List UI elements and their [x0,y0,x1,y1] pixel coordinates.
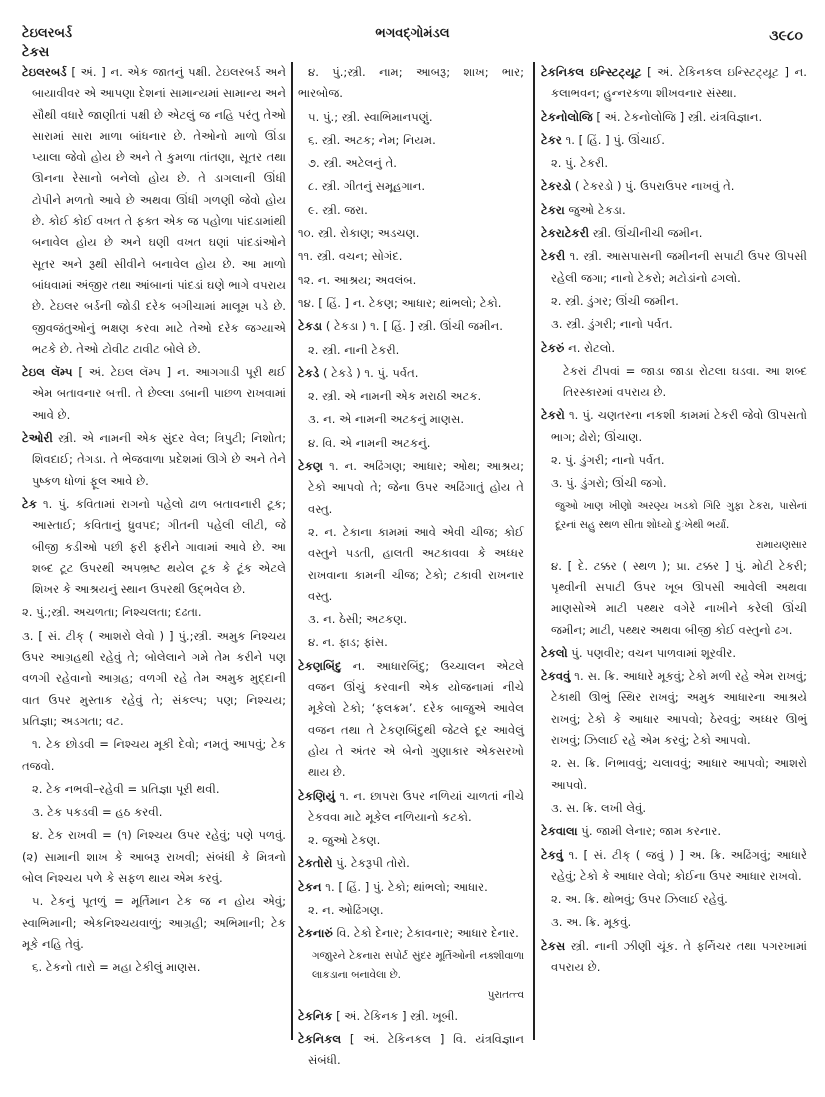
definition-text: ( ટેકડે ) ૧. પું. પર્વત. [319,365,419,380]
entry-sense [298,153,524,174]
definition-text: ૨. પું.;સ્ત્રી. અચળતા; નિશ્ચલતા; દઢતા. [22,605,202,620]
entry-sense [298,130,524,151]
page-number: ૩૯૮૦ [769,28,803,44]
definition-text: પું. ટેકરૂપી તોરો. [332,856,410,871]
definition-text: વિ. ટેકો દેનાર; ટેકાવનાર; આધાર દેનાર. [332,926,519,941]
entry-sense [22,734,286,777]
definition-text: જુઓ ખાણ ખીણો અરણ્ય ખડકો ગિરિ ગુફા ટેકરા, પાસેનાં દૂરનાં સહુ સ્થળ સીતા શોધ્યો દુઃખેથી ભર્યાં. [555,499,807,531]
dictionary-entry [541,845,807,888]
headword: ટેકવવું [541,669,571,684]
definition-text: ( ટેકડા ) ૧. [ હિં. ] સ્ત્રી. ઊંચી જમીન. [322,319,503,334]
column-divider [533,62,535,1040]
entry-sense [298,293,524,314]
definition-text: ૩. સ્ત્રી. ડુંગરી; નાનો પર્વત. [551,317,673,332]
headword: ટેકનિક [298,1008,333,1023]
headword: ટેકવાલા [541,824,578,839]
quote-source [298,987,524,1004]
entry-sense [298,900,524,921]
definition-text: ૧. સ. ક્રિ. આધારે મૂકવું; ટેકો મળી રહે એમ રાખવું; ટેકાથી ઊભું સ્થિર રાખવું; અમુક આધારના આશ્રયે રાખવું; ટેકો કે આધાર આપવો; ઠેરવવું; અધ્ધર ઊભું રાખવું; ઝિલાઈ રહે એમ કરવું; ટેકો આપવો. [551,669,807,748]
headword: ટેકરા [541,202,565,217]
definition-text: ૪. ટેક રાખવી = (૧) નિશ્ચય ઉપર રહેવું; પણે પળવું. (૨) સામાની શાખ કે આબરૂ રાખવી; સંબંધી કે મિત્રનો બોલ નિશ્ચય પળે કે સફળ થાય એમ કરવું. [22,828,286,885]
entry-sense [298,609,524,630]
definition-text: ૧. ન. અઢિંગણ; આધાર; ઓથ; આશ્રય; ટેકો આપવો તે; જેના ઉપર અઢિંગાતું હોય તે વસ્તુ. [308,459,524,516]
definition-text: પું. જામી લેનાર; જામ કરનાર. [577,824,722,839]
guide-word-first: ટેઇલરબર્ડ [22,26,73,41]
headword: ટેક [22,496,37,511]
entry-sense [298,246,524,267]
headword: ટેકરો [541,408,565,423]
headword: ટેકનિકલ ઇન્સ્ટિટ્યૂટ [541,65,642,79]
book-title: ભગવદ્ગોમંડલ [375,26,450,41]
definition-text: સ્ત્રી. નાની ઝીણી ચૂંક. તે ફર્નિચર તથા પગરખામાં વપરાય છે. [551,938,807,974]
definition-text: ૮. સ્ત્રી. ગીતનું સમૂહગાન. [308,179,426,194]
definition-text: ટેકરાં ટીપવાં = જાડા જાડા રોટલા ઘડવા. આ શબ્દ તિરસ્કારમાં વપરાય છે. [563,363,807,400]
entry-sense [22,602,286,623]
dictionary-entry [298,923,524,944]
definition-text: ૩. [ સં. ટીક્ ( આશરો લેવો ) ] પું.;સ્ત્રી. અમુક નિશ્ચય ઉપર આગ્રહથી રહેવું તે; બોલેલાને ગમે તેમ કરીને પણ વળગી રહેવાનો આગ્રહ; વળગી રહે તેમ અમુક મુદ્દાની વાત ઉપર મુસ્તાક રહેવું તે; સંકલ્પ; પણ; નિશ્ચય; પ્રતિજ્ઞા; અડગતા; વટ. [22,628,286,728]
definition-text: પુરાતત્ત્વ [487,988,524,1001]
definition-text: ૧. [ સં. ટીક્ ( જવું ) ] અ. ક્રિ. અઢિંગવું; આધારે રહેવું; ટેકો કે આધાર લેવો; કોઈના ઉપર આધાર રાખવો. [551,847,807,883]
definition-text: ૪. [ દે. ટક્કર ( સ્થળ ); પ્રા. ટક્કર ] પું. મોટી ટેકરી; પૃથ્વીની સપાટી ઉપર ખૂબ ઊપસી આવેલી અથવા માણસોએ માટી પથ્થર વગેરે નાખીને કરેલી ઊંચી જમીન; માટી, પથ્થર અથવા બીજી કોઈ વસ્તુનો ઢગ. [551,558,807,637]
definition-text: [ અં. ટેકિનકલ ઇન્સ્ટિટ્યૂટ ] ન. કલાભવન; હુન્નરકળા શીખવનાર સંસ્થા. [551,65,807,101]
definition-text: ( ટેકરડો ) પું. ઉપરાઉપર નાખવું તે. [571,179,735,194]
entry-sense [541,450,807,471]
dictionary-entry [541,200,807,221]
definition-text: ૫. પું.; સ્ત્રી. સ્વાભિમાનપણું. [308,109,433,124]
column-left [22,62,286,980]
dictionary-entry [22,62,286,360]
definition-text: ૨. સ. ક્રિ. નિભાવવું; ચલાવવું; આધાર આપવો; આશરો આપવો. [551,756,807,792]
definition-text: ૧. પું. કવિતામાં રાગનો પહેલો ઢાળ બતાવનારી ટૂક; આસ્તાઈ; કવિતાનું ધ્રુવપદ; ગીતની પહેલી લીટી, જે બીજી કડીઓ પછી ફરી ફરીને ગાવામાં આવે છે. આ શબ્દ ટૂટ ઉપરથી અપભ્રષ્ટ થયેલ ટૂક કે ટૂંક એટલે શિખર કે આશ્રયનું સ્થાન ઉપરથી ઉદ્‌ભવેલ છે. [32,496,286,597]
dictionary-entry [298,316,524,337]
column-right [541,62,807,980]
entry-sense [541,153,807,174]
dictionary-entry [541,821,807,842]
definition-text: ૩. ન. ઠેસી; અટકણ. [308,612,408,627]
entry-sense [22,802,286,823]
dictionary-entry [298,1006,524,1027]
headword: ટેકરડો [541,179,572,194]
dictionary-entry [541,176,807,197]
dictionary-entry [541,223,807,244]
definition-text: ૧૪. [ હિં. ] ન. ટેકણ; આધાર; થાંભલો; ટેકો. [298,295,502,310]
headword: ટેઓરી [22,431,53,446]
headword: ટેઇલ લૅમ્પ [22,365,73,380]
definition-text: [ અં. ટેકિનક ] સ્ત્રી. ખૂબી. [332,1008,459,1023]
dictionary-entry [541,643,807,664]
definition-text: ૧. ટેક છોડવી = નિશ્ચય મૂકી દેવો; નમતું આપવું; ટેક તજવો. [22,737,286,773]
definition-text: [ અં. ટેકનોલોજિ ] સ્ત્રી. યંત્રવિજ્ઞાન. [592,109,763,124]
definition-text: [ અં. ટેઇલ લૅમ્પ ] ન. આગગાડી પૂરી થઈ એમ બતાવનાર બત્તી. તે છેલ્લા ડબાની પાછળ રાખવામાં આવે છે. [32,365,286,422]
entry-sense [298,632,524,653]
definition-text: [ અં. ટેકિનકલ ] વિ. યંત્રવિજ્ઞાન સંબંધી. [308,1031,524,1068]
definition-text: જુઓ ટેકડા. [564,202,626,217]
entry-sense [22,626,286,732]
entry-sense [298,409,524,430]
definition-text: ગજાુરને ટેકનારા સપોર્ટ સુંદર મૂર્તિઓની નક્શીવાળા લાકડાના બનાવેલા છે. [312,949,524,981]
entry-sense [22,957,286,978]
definition-text: ૨. સ્ત્રી. એ નામની એક મરાઠી અટક. [308,389,482,404]
headword: ટેકતોરો [298,856,333,871]
headword: ટેકણબિંદુ [298,658,342,673]
definition-text: [ અં. ] ન. એક જાતનું પક્ષી. ટેઇલરબર્ડ અને બાયાવીવર એ આપણા દેશનાં સામાન્યમાં સામાન્ય અને સૌથી વધારે જાણીતાં પક્ષી છે એટલું જ નહિ પરંતુ તેઓ સારામાં સારા માળા બાંધનાર છે. તેઓનો માળો ઊંડા પ્યાલા જેવો હોય છે અને તે કુમળા તાંતણા, સૂતર તથા ઊનના રેસાનો બનેલો હોય છે. તે ડાગલાની ઊંધી ટોપીને મળતો આવે છે અથવા ઊંધી ગળણી જેવો હોય છે. કોઈ કોઈ વખત તે ફક્ત એક જ પહોળા પાંદડામાંથી બનાવેલ હોય છે અને ઘણી વખત ઘણાં પાંદડાંઓને સૂતર અને રૂથી સીવીને બનાવેલ હોય છે. આ માળો બાંધવામાં અંજીર તથા આંબાનાં પાંદડાં ઘણે ભાગે વપરાય છે. ટેઇલર બર્ડની જોડી દરેક બગીચામાં માલૂમ પડે છે. જીવજંતુઓનું ભક્ષણ કરવા માટે તેઓ દરેક જગ્યાએ ભટકે છે. તેઓ ટોવીટ ટાવીટ બોલે છે. [32,65,286,356]
definition-text: ૪. ન. ફાડ; ફાંસ. [308,635,388,650]
definition-text: ૧. પું. ચણતરના નકશી કામમાં ટેકરી જેવો ઊપસતો ભાગ; ઢોરો; ઊંચાણ. [551,408,807,444]
dictionary-entry [541,62,807,105]
definition-text: સ્ત્રી. ઊંચીનીચી જમીન. [589,226,703,241]
dictionary-entry [541,338,807,359]
definition-text: ૩. અ. ક્રિ. મૂકવું. [551,915,632,930]
dictionary-entry [298,656,524,784]
entry-sense [22,779,286,800]
headword: ટેકડે [298,365,320,380]
headword: ટેકર [541,132,562,147]
definition-text: ૭. સ્ત્રી. અટેલનું તે. [308,156,397,171]
definition-text: રામાયણસાર [755,538,807,551]
entry-sense [298,522,524,607]
entry-sense [541,314,807,335]
entry-sense [541,361,807,404]
dictionary-entry [298,877,524,898]
definition-text: ૨. અ. ક્રિ. થોભવું; ઉપર ઝિલાઈ રહેવું. [551,892,728,907]
headword: ટેકરાટેકરી [541,226,590,241]
entry-sense [541,889,807,910]
dictionary-entry [298,456,524,520]
dictionary-entry [541,405,807,448]
entry-sense [541,556,807,641]
headword: ટેઇલરબર્ડ [22,65,67,79]
definition-text: ૨. સ્ત્રી. ડુંગર; ઊંચી જમીન. [551,293,679,308]
entry-sense [298,386,524,407]
headword: ટેકનારું [298,926,333,941]
definition-text: ૪. વિ. એ નામની અટકનું. [308,435,431,450]
headword: ટેકસ [541,938,566,953]
definition-text: ૧. [ હિં. ] પું. ઊંચાઈ. [561,132,665,147]
entry-sense [541,473,807,494]
column-middle [298,62,524,1073]
definition-text: ન. રોટલો. [564,340,616,355]
headword: ટેકવું [541,847,564,862]
definition-text: ન. આધારબિંદુ; ઉચ્ચાલન એટલે વજન ઊંચું કરવાની એક યોજનામાં નીચે મૂકેલો ટેકો; ‘ફલક્રમ’. દરેક બાજુએ આવેલ વજન તથા તે ટેકણબિંદુથી જેટલે દૂર આવેલું હોય તે અંતર એ બેનો ગુણાકાર એકસરખો થાય છે. [308,658,524,780]
example-quote [541,497,807,535]
definition-text: ૩. પું. ડુંગરો; ઊંચી જગો. [551,476,667,491]
headword: ટેકરું [541,340,565,355]
entry-sense [298,270,524,291]
definition-text: ૨. ટેક નભવી–રહેવી = પ્રતિજ્ઞા પૂરી થવી. [32,781,220,796]
entry-sense [298,176,524,197]
entry-sense [541,753,807,796]
entry-sense [298,200,524,221]
definition-text: પું. પણવીર; વચન પાળવામાં શૂરવીર. [567,645,737,660]
guide-word-last: ટેકસ [22,45,50,60]
example-quote [298,947,524,985]
dictionary-entry [298,1029,524,1072]
definition-text: ૨. પું. ડુંગરી; નાનો પર્વત. [551,453,665,468]
entry-sense [298,830,524,851]
definition-text: ૬. ટેકનો તારો = મહા ટેકીલું માણસ. [32,960,201,975]
headword: ટેકરી [541,249,566,264]
headword: ટેકણ [298,459,324,474]
entry-sense [298,62,524,105]
headword: ટેકલો [541,645,568,660]
dictionary-entry [22,428,286,492]
definition-text: ૨. પું. ટેકરી. [551,156,608,171]
entry-sense [298,340,524,361]
headword: ટેકડા [298,319,323,334]
column-divider [291,62,293,1040]
headword: ટેકણિયું [298,788,336,803]
definition-text: ૨. જુઓ ટેકણ. [308,833,381,848]
dictionary-entry [541,666,807,751]
quote-source [541,537,807,554]
entry-sense [298,223,524,244]
dictionary-entry [541,936,807,979]
entry-sense [22,825,286,889]
entry-sense [22,891,286,955]
dictionary-entry [298,363,524,384]
definition-text: ૧. સ્ત્રી. આસપાસની જમીનની સપાટી ઉપર ઊપસી રહેલી જગા; નાનો ટેકરો; મટોડાંનો ઢગલો. [551,249,807,285]
entry-sense [298,107,524,128]
headword: ટેકન [298,879,322,894]
definition-text: ૪. પું.;સ્ત્રી. નામ; આબરૂ; શાખ; ભાર; ભારબોજ. [298,65,524,101]
dictionary-entry [541,130,807,151]
dictionary-entry [541,107,807,128]
definition-text: સ્ત્રી. એ નામની એક સુંદર વેલ; ત્રિપુટી; નિશોત; શિવદાઈ; તેગડા. તે ભેજવાળા પ્રદેશમાં ઊગે છે અને તેને પુષ્કળ ધોળાં ફૂલ આવે છે. [32,431,286,488]
definition-text: ૫. ટેકનું પૂતળું = મૂર્તિમાન ટેક જ ન હોય એવું; સ્વાભિમાની; એકનિશ્ચયવાળું; આગ્રહી; અભિમાની; ટેક મૂકે નહિ તેવું. [22,894,286,951]
definition-text: ૩. ટેક પકડવી = હઠ કરવી. [32,805,163,820]
dictionary-entry [298,786,524,829]
definition-text: ૩. ન. એ નામની અટકનું માણસ. [308,412,465,427]
dictionary-entry [298,853,524,874]
headword: ટેકનિકલ [298,1031,342,1046]
dictionary-entry [22,362,286,426]
entry-sense [541,291,807,312]
definition-text: ૨. ન. ઓઢિંગણ. [308,902,384,917]
definition-text: ૧૧. સ્ત્રી. વચન; સોગંદ. [298,249,403,264]
entry-sense [541,798,807,819]
definition-text: ૧૨. ન. આશ્રય; અવલંબ. [298,272,417,287]
definition-text: ૬. સ્ત્રી. અટક; નેમ; નિયમ. [308,132,436,147]
dictionary-entry [22,494,286,600]
headword: ટેકનોલોજિ [541,109,593,124]
definition-text: ૯. સ્ત્રી. જરા. [308,202,368,217]
definition-text: ૨. સ્ત્રી. નાની ટેકરી. [308,342,400,357]
definition-text: ૩. સ. ક્રિ. લખી લેવું. [551,800,646,815]
definition-text: ૧. ન. છાપરા ઉપર નળિયાં ચાળતાં નીચે ટેકવવા માટે મૂકેલ નળિયાનો કટકો. [308,788,524,824]
definition-text: ૨. ન. ટેકાના કામમાં આવે એવી ચીજ; કોઈ વસ્તુને પડતી, હાલતી અટકાવવા કે અધ્ધર રાખવાના કામની ચીજ; ટેકો; ટકાવી રાખનાર વસ્તુ. [308,524,524,603]
entry-sense [541,912,807,933]
dictionary-entry [541,246,807,289]
definition-text: ૧૦. સ્ત્રી. રોકાણ; અડચણ. [298,226,420,241]
entry-sense [298,433,524,454]
definition-text: ૧. [ હિં. ] પું. ટેકો; થાંભલો; આધાર. [321,879,488,894]
